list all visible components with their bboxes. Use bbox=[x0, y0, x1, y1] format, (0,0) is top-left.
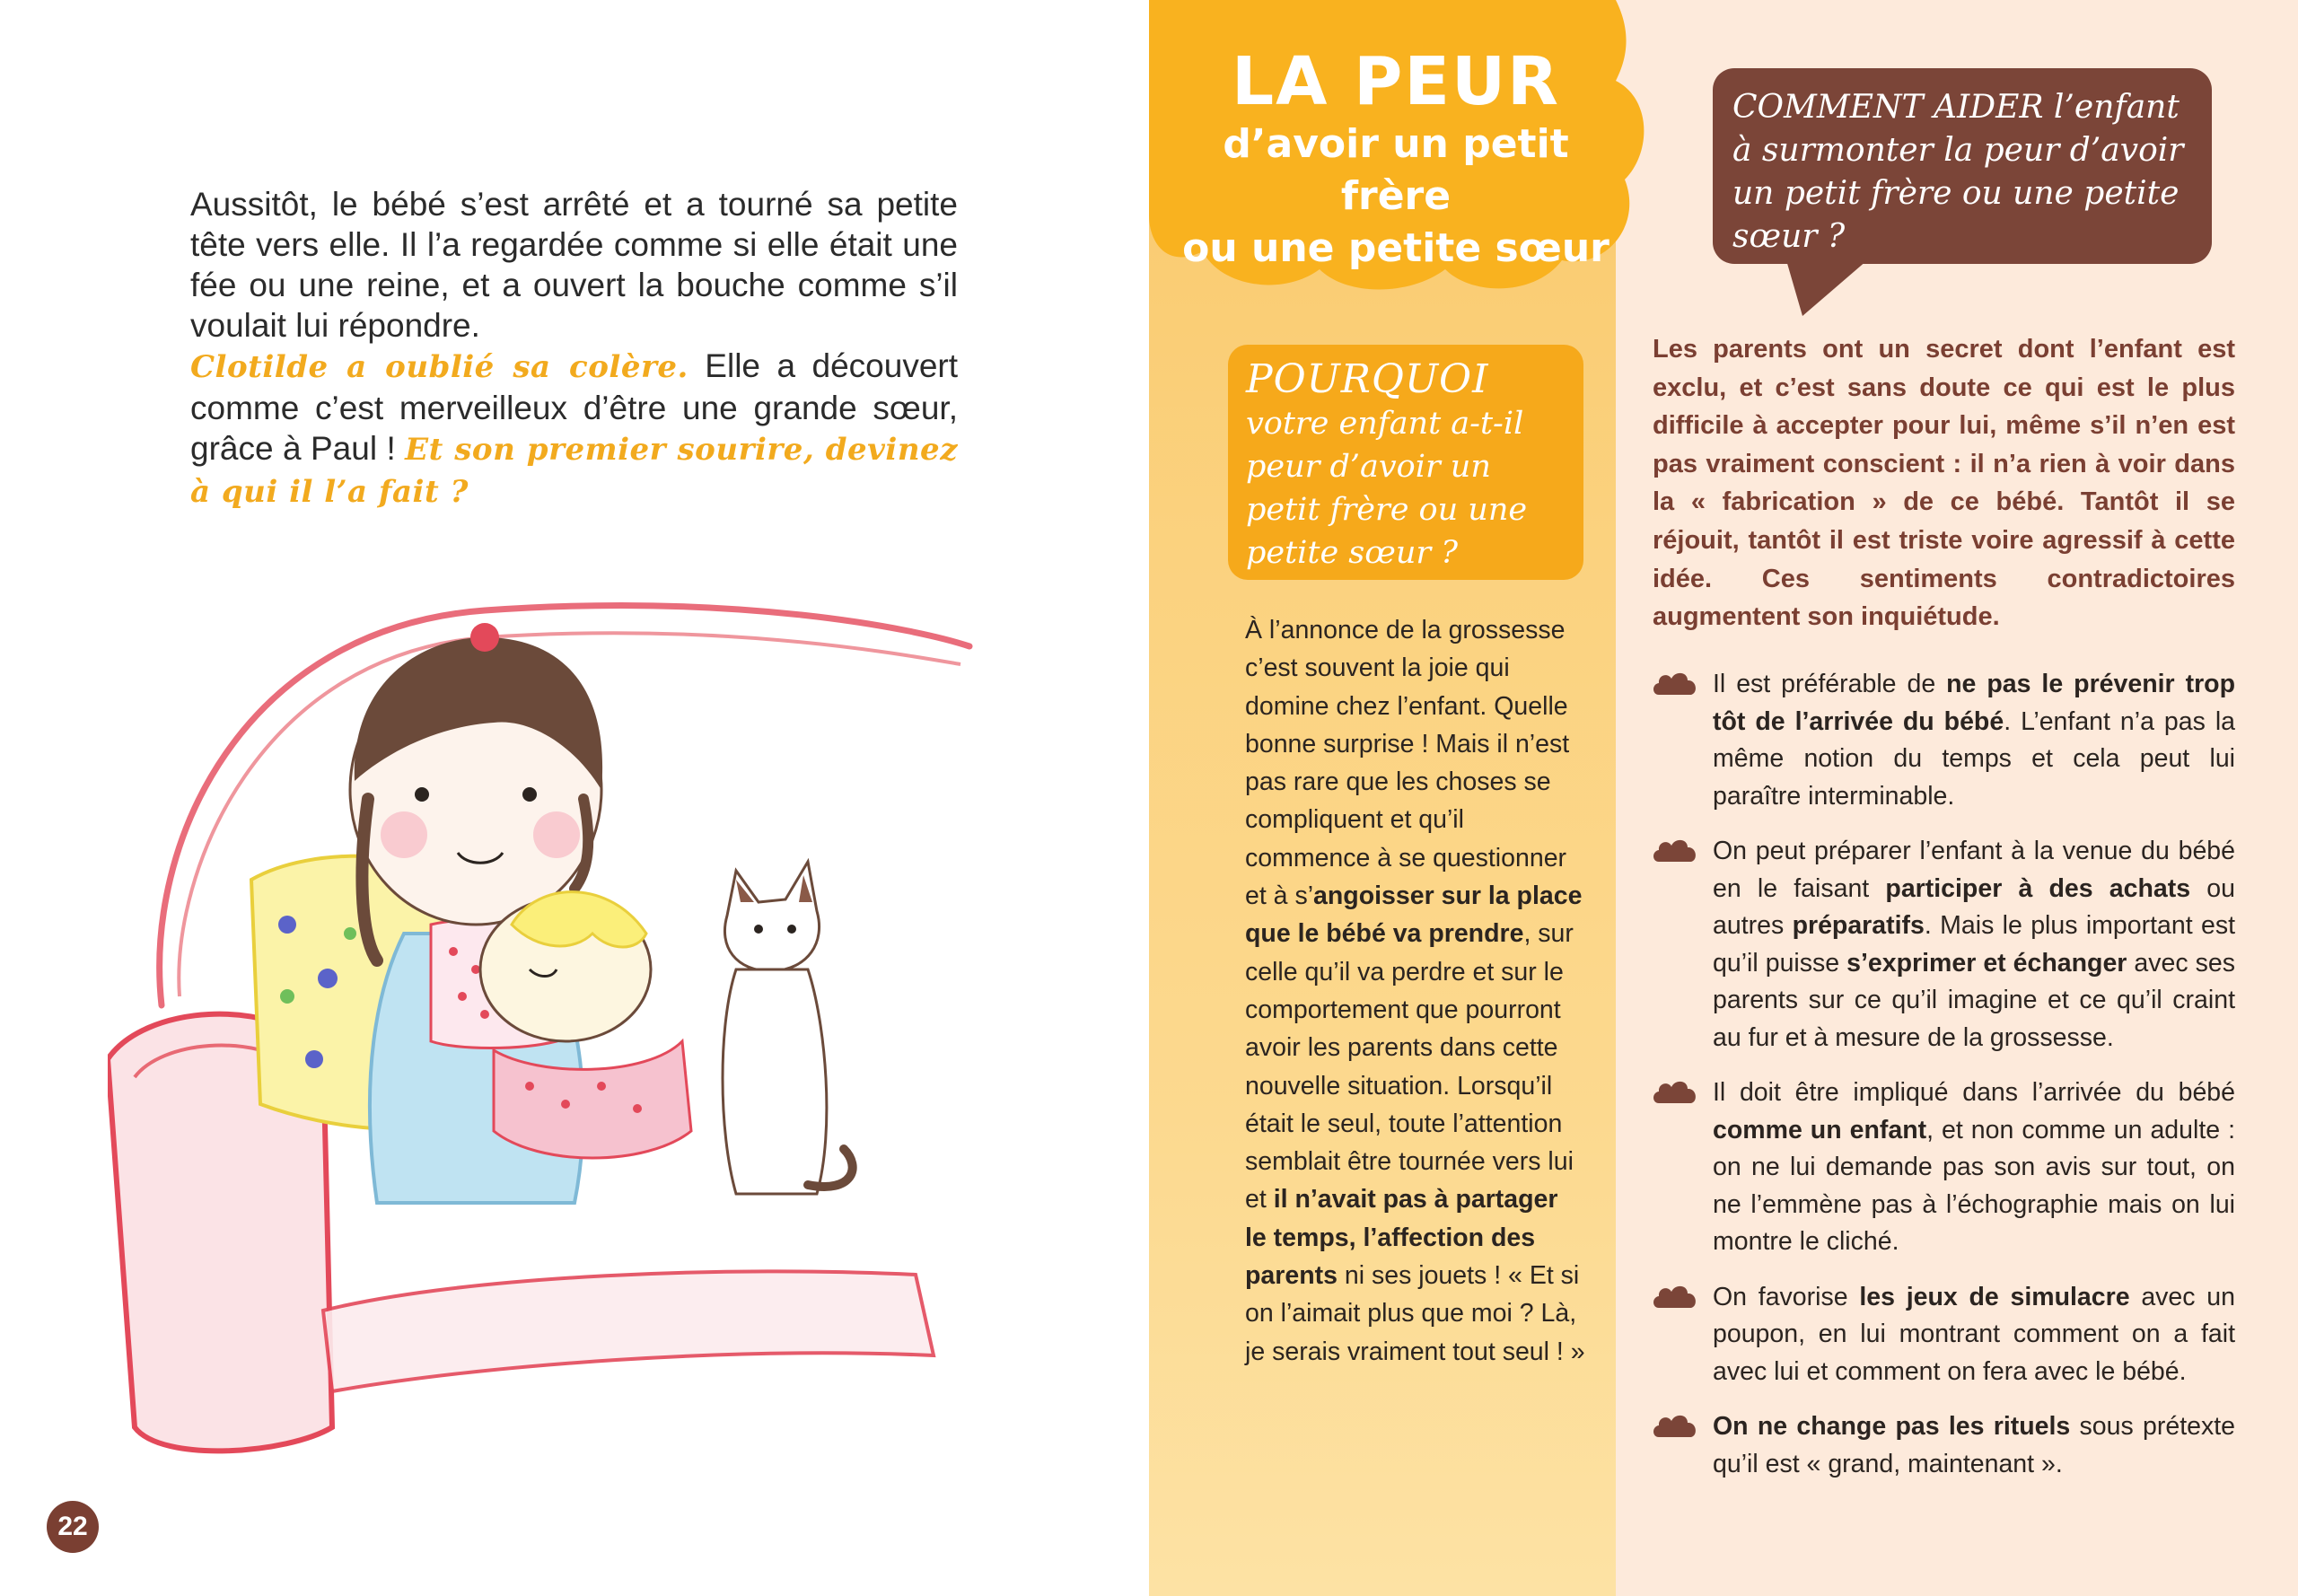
advice-text: avec ses parents sur ce qu’il imagine et ce qu’il craint au fur et à mesure de la grossesse. bbox=[1713, 948, 2235, 1052]
advice-text: Il est préférable de bbox=[1713, 670, 1947, 698]
advice-bold: On ne change pas les rituels bbox=[1713, 1412, 2071, 1441]
why-body-bold-2: il n’avait pas à partager le temps, l’affection des parents bbox=[1245, 1185, 1558, 1291]
advice-text: . L’enfant n’a pas la même notion du temps et cela peut lui paraître interminable. bbox=[1713, 706, 2236, 811]
advice-item bbox=[1652, 833, 2235, 1057]
why-body-bold-1: angoisser sur la place que le bébé va prendre bbox=[1245, 881, 1583, 949]
cloud-bullet-icon bbox=[1652, 668, 1698, 700]
why-line-4: petite sœur ? bbox=[1246, 535, 1459, 571]
story-paragraph-2 bbox=[190, 346, 958, 513]
section-subtitle bbox=[1162, 118, 1629, 275]
cloud-bullet-icon bbox=[1652, 1281, 1698, 1313]
advice-text: On peut préparer l’enfant à la venue du bébé en le faisant bbox=[1713, 837, 2235, 903]
advice-bold: préparatifs bbox=[1792, 911, 1925, 940]
why-body-part-2: , sur celle qu’il va perdre et sur le comportement que pourront avoir les parents dans cette nouvelle situation. Lorsqu’il était le seul, toute l’attention semblait être tournée vers lui et bbox=[1245, 919, 1574, 1215]
advice-bold: participer à des achats bbox=[1885, 873, 2191, 903]
story-text bbox=[190, 184, 958, 513]
intro-paragraph: Les parents ont un secret dont l’enfant est exclu, et c’est sans doute ce qui est le plus difficile à accepter pour lui, même s’il n’en est pas vraiment conscient : il n’a rien à voir dans la « fabrication » de ce bébé. Tantôt il se réjouit, tantôt il est triste voire agressif à cette idée. Ces sentiments contradictoires augmentent son inquiétude. bbox=[1653, 335, 2235, 632]
advice-bold: comme un enfant bbox=[1713, 1115, 1927, 1144]
why-line-1: votre enfant a-t-il bbox=[1246, 406, 1524, 442]
subtitle-line-1: d’avoir un petit frère bbox=[1223, 121, 1569, 219]
help-heading-rest: l’enfant à surmonter la peur d’avoir un petit frère ou une petite sœur ? bbox=[1732, 89, 2184, 255]
advice-text: . Mais le plus important est qu’il puisse bbox=[1713, 911, 2235, 978]
section-title: LA PEUR bbox=[1231, 43, 1561, 120]
advice-text: sous prétexte qu’il est « grand, maintenant ». bbox=[1713, 1412, 2235, 1478]
cloud-bullet-icon bbox=[1652, 1076, 1698, 1109]
story-paragraph-2-text: Elle a découvert comme c’est merveilleux d’être une grande sœur, grâce à Paul ! bbox=[190, 347, 959, 467]
help-heading: COMMENT AIDER bbox=[1732, 89, 2044, 126]
help-heading-text bbox=[1732, 86, 2192, 259]
advice-list bbox=[1652, 666, 2235, 1501]
advice-item bbox=[1652, 666, 2235, 815]
story-paragraph-1: Aussitôt, le bébé s’est arrêté et a tourné sa petite tête vers elle. Il l’a regardée comme si elle était une fée ou une reine, et a ouvert la bouche comme s’il voulait lui répondre. bbox=[190, 186, 958, 344]
page-number: 22 bbox=[47, 1501, 99, 1553]
why-line-2: peur d’avoir un bbox=[1246, 449, 1491, 485]
speech-bubble-tail bbox=[1786, 260, 1867, 316]
cloud-bullet-icon bbox=[1652, 835, 1698, 867]
advice-text: Il doit être impliqué dans l’arrivée du bébé bbox=[1713, 1078, 2235, 1107]
advice-text: On favorise bbox=[1713, 1282, 1860, 1311]
advice-bold: s’exprimer et échanger bbox=[1846, 948, 2127, 978]
advice-bold: les jeux de simulacre bbox=[1859, 1282, 2130, 1311]
why-heading-box bbox=[1228, 345, 1583, 580]
cloud-bullet-icon bbox=[1652, 1410, 1698, 1443]
why-heading: POURQUOI bbox=[1246, 356, 1489, 402]
advice-text: , et non comme un adulte : on ne lui demande pas son avis sur tout, on ne l’emmène pas à l’échographie mais on lui montre le cliché. bbox=[1713, 1115, 2236, 1256]
advice-item bbox=[1652, 1074, 2235, 1261]
advice-text: avec un poupon, en lui montrant comment on a fait avec lui et comment on fera avec le bébé. bbox=[1713, 1282, 2235, 1386]
advice-item bbox=[1652, 1408, 2235, 1483]
advice-bold: ne pas le prévenir trop tôt de l’arrivée du bébé bbox=[1713, 670, 2235, 736]
help-heading-box bbox=[1713, 68, 2212, 264]
story-highlight-2: Et son premier sourire, devinez à qui il l’a fait ? bbox=[190, 432, 958, 510]
children-sofa-illustration bbox=[108, 574, 996, 1472]
why-body-text bbox=[1245, 611, 1586, 1371]
advice-text: ou autres bbox=[1713, 873, 2235, 940]
story-highlight-1: Clotilde a oublié sa colère. bbox=[190, 349, 689, 385]
why-line-3: petit frère ou une bbox=[1246, 492, 1528, 528]
advice-item bbox=[1652, 1279, 2235, 1391]
why-body-part-3: ni ses jouets ! « Et si on l’aimait plus que moi ? Là, je serais vraiment tout seul ! » bbox=[1245, 1261, 1585, 1366]
subtitle-line-2: ou une petite sœur bbox=[1182, 225, 1609, 271]
why-body-part-1: À l’annonce de la grossesse c’est souvent la joie qui domine chez l’enfant. Quelle bonne surprise ! Mais il n’est pas rare que les choses se compliquent et qu’il commence à se questionner et à s’ bbox=[1245, 616, 1570, 911]
